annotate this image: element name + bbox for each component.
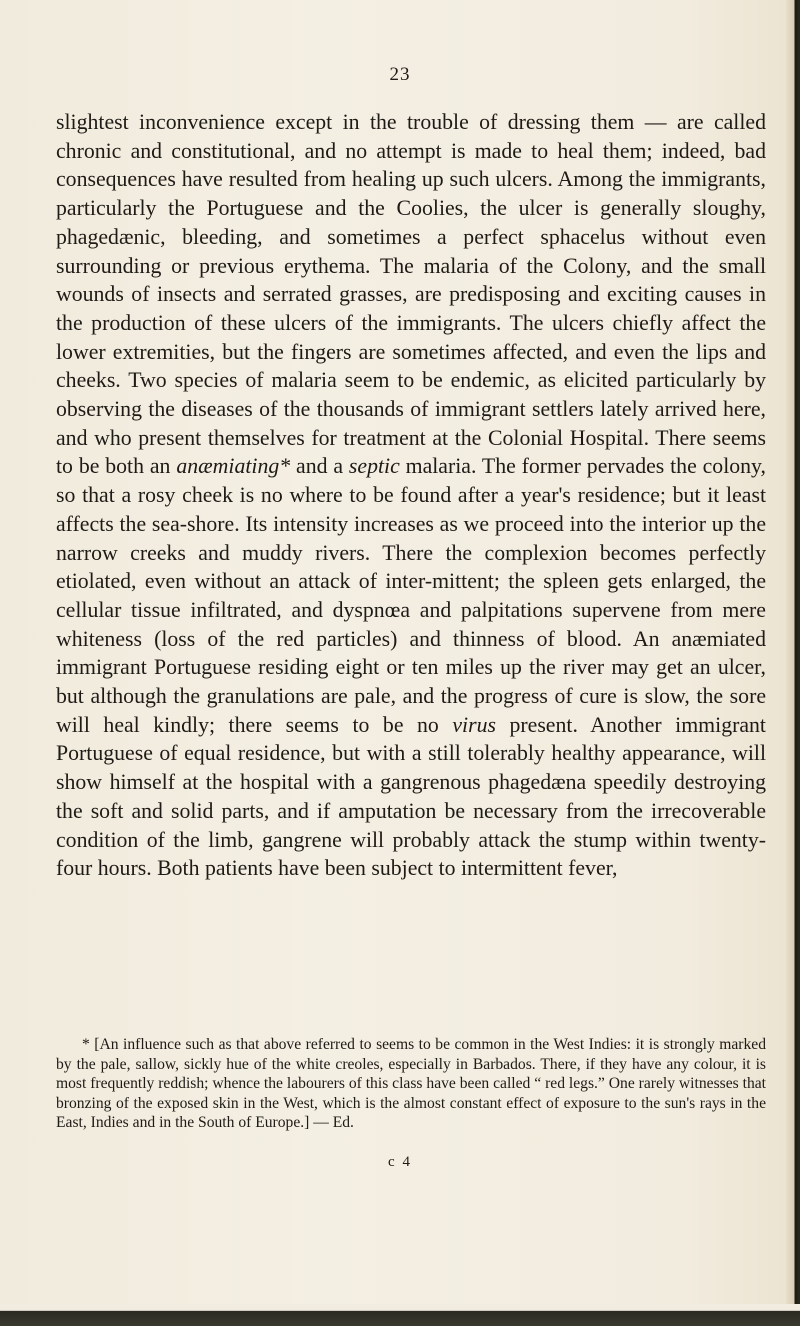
body-text-part-4: present. Another immigrant Portuguese of equal residence, but with a still tolerably healthy appearance, will show himself at the hospital with a gangrenous phagedæna speedily destroying the soft and solid parts, and if amputation be necessary from the irrecoverable condition of the limb, gangrene will probably attack the stump within twenty-four hours. Both patients have been subject to intermittent fever, <box>56 712 766 881</box>
footnote-text: * [An influence such as that above referred to seems to be common in the West Indies: it is strongly marked by the pale, sallow, sickly hue of the white creoles, especially in Barbados. There, if they have any colour, it is most frequently reddish; whence the labourers of this class have been called “ red legs.” One rarely witnesses that bronzing of the exposed skin in the West, which is the almost constant effect of exposure to the sun's rays in the East, Indies and in the South of Europe.] — Ed. <box>56 1036 766 1132</box>
page-edge-right <box>786 0 800 1326</box>
page-edge-bottom <box>0 1304 800 1326</box>
body-paragraph <box>56 108 766 883</box>
footnote <box>56 1035 766 1133</box>
body-text-part-1: slightest inconvenience except in the trouble of dressing them — are called chronic and constitutional, and no attempt is made to heal them; indeed, bad consequences have resulted from healing up such ulcers. Among the immigrants, particularly the Portuguese and the Coolies, the ulcer is generally sloughy, phagedænic, bleeding, and sometimes a perfect sphacelus without even surrounding or previous erythema. The malaria of the Colony, and the small wounds of insects and serrated grasses, are predisposing and exciting causes in the production of these ulcers of the immigrants. The ulcers chiefly affect the lower extremities, but the fingers are sometimes affected, and even the lips and cheeks. Two species of malaria seem to be endemic, as elicited particularly by observing the diseases of the thousands of immigrant settlers lately arrived here, and who present themselves for treatment at the Colonial Hospital. There seems to be both an <box>56 110 766 479</box>
page-number: 23 <box>389 64 411 85</box>
body-text-part-2: and a <box>290 454 349 479</box>
italic-term-virus: virus <box>452 712 496 737</box>
body-text-part-3: malaria. The former pervades the colony, so that a rosy cheek is no where to be found after a year's residence; but it least affects the sea-shore. Its intensity increases as we proceed into the interior up the narrow creeks and muddy rivers. There the complexion becomes perfectly etiolated, even without an attack of inter-mittent; the spleen gets enlarged, the cellular tissue infiltrated, and dyspnœa and palpitations supervene from mere whiteness (loss of the red particles) and thinness of blood. An anæmiated immigrant Portuguese residing eight or ten miles up the river may get an ulcer, but although the granulations are pale, and the progress of cure is slow, the sore will heal kindly; there seems to be no <box>56 454 766 737</box>
italic-term-septic: septic <box>348 454 400 479</box>
italic-term-anaemiating: anæmiating* <box>176 454 291 479</box>
body-text <box>56 108 766 883</box>
signature-mark: c 4 <box>388 1154 412 1170</box>
